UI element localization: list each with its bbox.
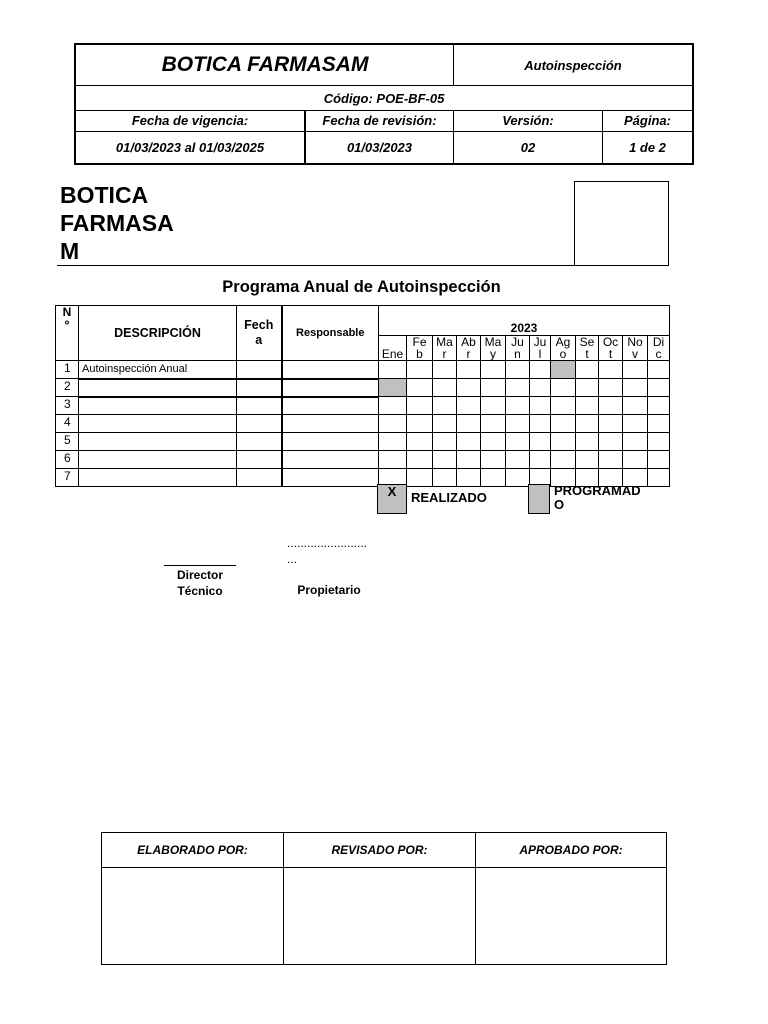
month-cell <box>648 361 670 379</box>
month-cell <box>648 433 670 451</box>
month-header: Ju n <box>506 336 530 361</box>
col-fecha-header: Fech a <box>237 306 282 361</box>
month-cell <box>506 397 530 415</box>
elaborado-por-label: ELABORADO POR: <box>137 843 248 857</box>
row-responsable <box>282 451 379 469</box>
fecha-revision-label: Fecha de revisión: <box>322 113 437 128</box>
month-cell <box>648 451 670 469</box>
month-header: No v <box>623 336 648 361</box>
propietario-label: Propietario <box>297 583 361 597</box>
month-cell <box>457 433 481 451</box>
version-value: 02 <box>520 140 536 155</box>
fecha-vigencia-value: 01/03/2023 al 01/03/2025 <box>115 140 265 155</box>
col-no-header: N º <box>56 306 79 361</box>
month-cell <box>457 361 481 379</box>
year-header: 2023 <box>379 306 670 336</box>
month-cell <box>407 469 433 487</box>
row-number: 7 <box>56 469 79 487</box>
row-description <box>79 469 237 487</box>
month-cell <box>481 397 506 415</box>
signature-dots: ........................ ... <box>287 536 368 566</box>
month-cell <box>481 433 506 451</box>
month-cell <box>648 379 670 397</box>
month-cell <box>648 415 670 433</box>
company-name: BOTICA FARMASAM <box>161 53 369 76</box>
row-responsable <box>282 379 379 397</box>
month-cell <box>379 397 407 415</box>
row-number: 2 <box>56 379 79 397</box>
row-fecha <box>237 433 282 451</box>
month-cell <box>379 379 407 397</box>
director-signature-line <box>164 565 236 566</box>
month-header: Se t <box>576 336 599 361</box>
month-cell <box>457 379 481 397</box>
month-cell <box>379 415 407 433</box>
row-fecha <box>237 361 282 379</box>
month-cell <box>506 361 530 379</box>
month-cell <box>407 451 433 469</box>
month-cell <box>481 451 506 469</box>
row-number: 3 <box>56 397 79 415</box>
row-responsable <box>282 433 379 451</box>
month-cell <box>530 433 551 451</box>
month-cell <box>623 415 648 433</box>
table-row <box>56 361 670 379</box>
month-cell <box>530 451 551 469</box>
logo-line-2: FARMASA <box>60 210 174 236</box>
row-number: 4 <box>56 415 79 433</box>
fecha-vigencia-label: Fecha de vigencia: <box>131 113 249 128</box>
director-tecnico-label: Director Técnico <box>176 568 223 598</box>
month-cell <box>433 433 457 451</box>
month-cell <box>433 469 457 487</box>
month-cell <box>457 451 481 469</box>
month-cell <box>457 397 481 415</box>
month-cell <box>530 379 551 397</box>
month-cell <box>506 379 530 397</box>
row-fecha <box>237 415 282 433</box>
month-header: Ma r <box>433 336 457 361</box>
logo-line-3: M <box>60 238 80 264</box>
month-cell <box>599 451 623 469</box>
aprobado-por-label: APROBADO POR: <box>519 843 623 857</box>
month-cell <box>457 469 481 487</box>
month-cell <box>648 397 670 415</box>
col-responsable-header: Responsable <box>282 306 379 361</box>
logo-box <box>574 181 669 266</box>
month-cell <box>623 361 648 379</box>
month-cell <box>623 451 648 469</box>
month-cell <box>551 379 576 397</box>
month-cell <box>481 469 506 487</box>
row-description <box>79 415 237 433</box>
table-row <box>56 451 670 469</box>
month-header: Ag o <box>551 336 576 361</box>
month-cell <box>551 433 576 451</box>
month-header: Oc t <box>599 336 623 361</box>
realizado-mark: X <box>387 484 397 499</box>
row-fecha <box>237 397 282 415</box>
row-description <box>79 397 237 415</box>
month-header: Di c <box>648 336 670 361</box>
logo-text <box>60 181 174 265</box>
table-row <box>56 379 670 397</box>
month-cell <box>433 415 457 433</box>
month-cell <box>551 361 576 379</box>
row-responsable <box>282 397 379 415</box>
month-cell <box>379 433 407 451</box>
logo-underline <box>57 265 669 266</box>
table-row <box>56 433 670 451</box>
month-cell <box>551 397 576 415</box>
month-cell <box>433 397 457 415</box>
month-cell <box>599 397 623 415</box>
month-header: Ma y <box>481 336 506 361</box>
row-description <box>79 451 237 469</box>
row-description <box>79 433 237 451</box>
month-cell <box>648 469 670 487</box>
month-cell <box>407 379 433 397</box>
row-responsable <box>282 415 379 433</box>
month-cell <box>530 415 551 433</box>
month-cell <box>506 451 530 469</box>
month-cell <box>576 361 599 379</box>
month-cell <box>433 361 457 379</box>
realizado-box <box>377 484 407 514</box>
month-cell <box>530 361 551 379</box>
month-cell <box>576 397 599 415</box>
month-cell <box>576 415 599 433</box>
month-cell <box>481 361 506 379</box>
version-label: Versión: <box>502 113 554 128</box>
document-title: Autoinspección <box>524 57 622 73</box>
month-cell <box>379 361 407 379</box>
table-body <box>56 361 670 487</box>
month-cell <box>551 415 576 433</box>
programado-box <box>528 484 550 514</box>
month-cell <box>599 433 623 451</box>
program-title: Programa Anual de Autoinspección <box>222 278 501 296</box>
row-responsable <box>282 361 379 379</box>
month-cell <box>599 415 623 433</box>
month-cell <box>506 433 530 451</box>
month-cell <box>623 379 648 397</box>
revisado-por-label: REVISADO POR: <box>331 843 428 857</box>
table-row <box>56 415 670 433</box>
realizado-label: REALIZADO <box>411 490 487 505</box>
approval-hline <box>101 867 667 868</box>
month-cell <box>481 415 506 433</box>
row-description <box>79 379 237 397</box>
month-cell <box>433 451 457 469</box>
month-cell <box>576 433 599 451</box>
row-description: Autoinspección Anual <box>79 361 237 379</box>
row-number: 5 <box>56 433 79 451</box>
row-responsable <box>282 469 379 487</box>
month-header: Ju l <box>530 336 551 361</box>
month-cell <box>506 415 530 433</box>
row-fecha <box>237 379 282 397</box>
month-cell <box>481 379 506 397</box>
month-header: Ene <box>379 336 407 361</box>
program-table <box>55 305 670 487</box>
row-fecha <box>237 451 282 469</box>
month-cell <box>623 397 648 415</box>
fecha-revision-value: 01/03/2023 <box>346 140 413 155</box>
month-cell <box>407 397 433 415</box>
month-cell <box>599 379 623 397</box>
row-number: 1 <box>56 361 79 379</box>
row-fecha <box>237 469 282 487</box>
month-cell <box>407 361 433 379</box>
row-number: 6 <box>56 451 79 469</box>
document-code: Código: POE-BF-05 <box>323 90 445 106</box>
month-cell <box>379 451 407 469</box>
month-cell <box>407 433 433 451</box>
month-cell <box>433 379 457 397</box>
month-header: Ab r <box>457 336 481 361</box>
table-row <box>56 397 670 415</box>
month-cell <box>599 361 623 379</box>
pagina-value: 1 de 2 <box>629 140 666 155</box>
month-cell <box>506 469 530 487</box>
month-cell <box>407 415 433 433</box>
pagina-label: Página: <box>624 113 671 128</box>
logo-line-1: BOTICA <box>60 182 149 208</box>
month-cell <box>576 379 599 397</box>
month-cell <box>551 451 576 469</box>
month-cell <box>623 433 648 451</box>
month-cell <box>530 397 551 415</box>
col-description-header: DESCRIPCIÓN <box>79 306 237 361</box>
month-cell <box>457 415 481 433</box>
month-cell <box>576 451 599 469</box>
programado-label: PROGRAMAD O <box>554 483 641 512</box>
month-header: Fe b <box>407 336 433 361</box>
